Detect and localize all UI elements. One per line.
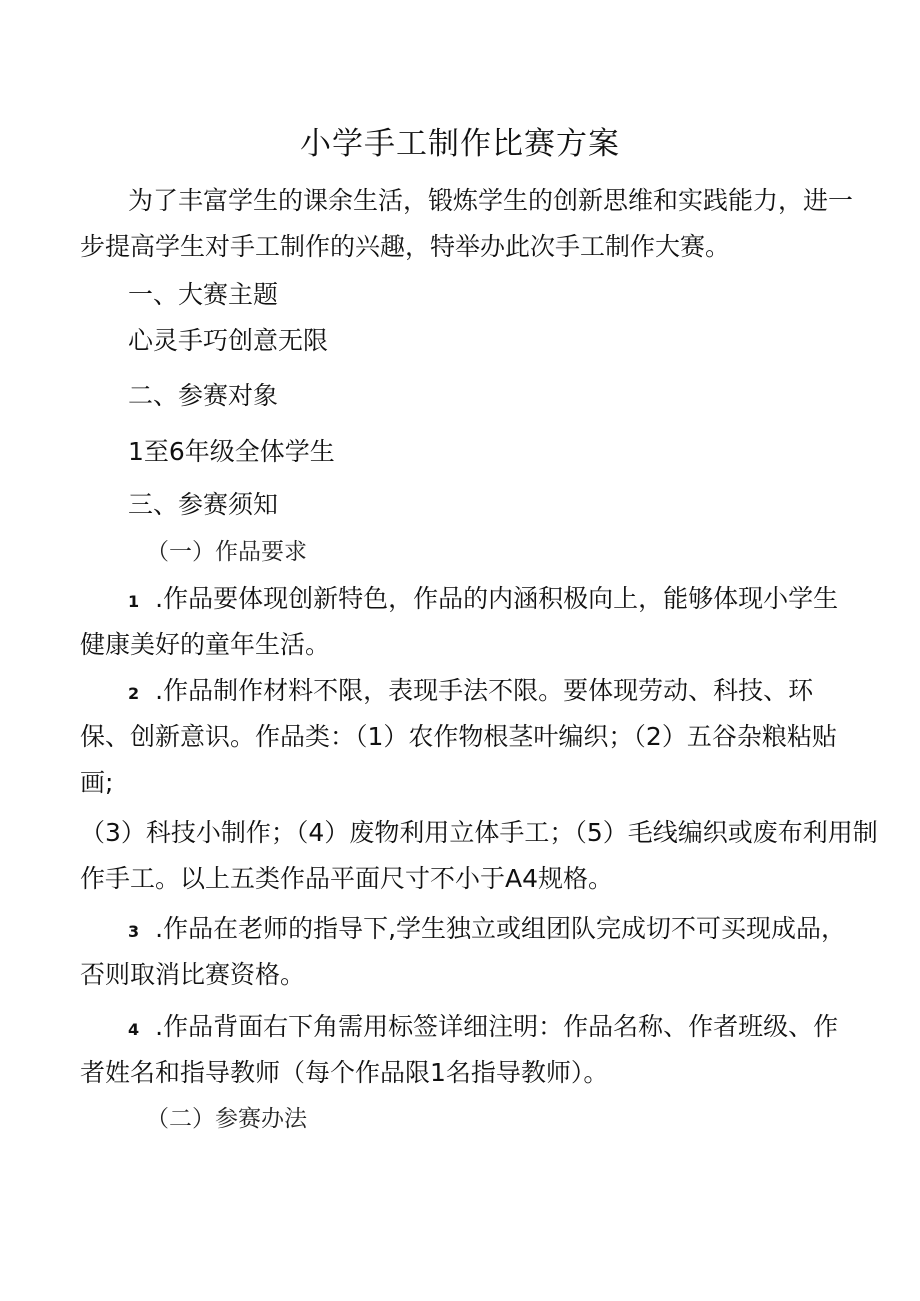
- item-number: 2: [128, 684, 140, 703]
- subsection-1-heading: （一）作品要求: [146, 539, 307, 565]
- subsection-2-heading: （二）参赛办法: [146, 1106, 307, 1132]
- requirement-item-1-line-2: 健康美好的童年生活。: [80, 630, 331, 659]
- requirement-item-3-line-2: 否则取消比赛资格。: [80, 960, 306, 989]
- document-title: 小学手工制作比赛方案: [300, 126, 620, 162]
- section-1-content: 心灵手巧创意无限: [128, 326, 329, 355]
- requirement-item-2-line-3: 画;: [80, 768, 114, 797]
- requirement-item-2-line-1: 2 .作品制作材料不限，表现手法不限。要体现劳动、科技、环: [128, 676, 814, 705]
- item-number: 3: [128, 922, 140, 941]
- requirement-item-3-line-1: 3 .作品在老师的指导下,学生独立或组团队完成切不可买现成品，: [128, 914, 847, 943]
- requirement-item-4-line-1: 4 .作品背面右下角需用标签详细注明：作品名称、作者班级、作: [128, 1012, 839, 1041]
- item-number: 4: [128, 1020, 140, 1039]
- item-number: 1: [128, 592, 140, 611]
- section-2-content: 1至6年级全体学生: [128, 437, 335, 466]
- section-1-heading: 一、大赛主题: [128, 280, 279, 309]
- intro-line-2: 步提高学生对手工制作的兴趣，特举办此次手工制作大赛。: [80, 232, 731, 261]
- requirement-item-2-line-2: 保、创新意识。作品类：（1）农作物根茎叶编织；（2）五谷杂粮粘贴: [80, 722, 837, 751]
- intro-line-1: 为了丰富学生的课余生活，锻炼学生的创新思维和实践能力，进一: [128, 186, 854, 215]
- requirement-item-1-line-1: 1 .作品要体现创新特色，作品的内涵积极向上，能够体现小学生: [128, 584, 839, 613]
- requirement-item-4-line-2: 者姓名和指导教师（每个作品限1名指导教师）。: [80, 1058, 609, 1087]
- section-2-heading: 二、参赛对象: [128, 381, 279, 410]
- section-3-heading: 三、参赛须知: [128, 490, 279, 519]
- requirement-item-2-line-5: 作手工。以上五类作品平面尺寸不小于A4规格。: [80, 864, 614, 893]
- requirement-item-2-line-4: （3）科技小制作；（4）废物利用立体手工；（5）毛线编织或废布利用制: [80, 818, 878, 847]
